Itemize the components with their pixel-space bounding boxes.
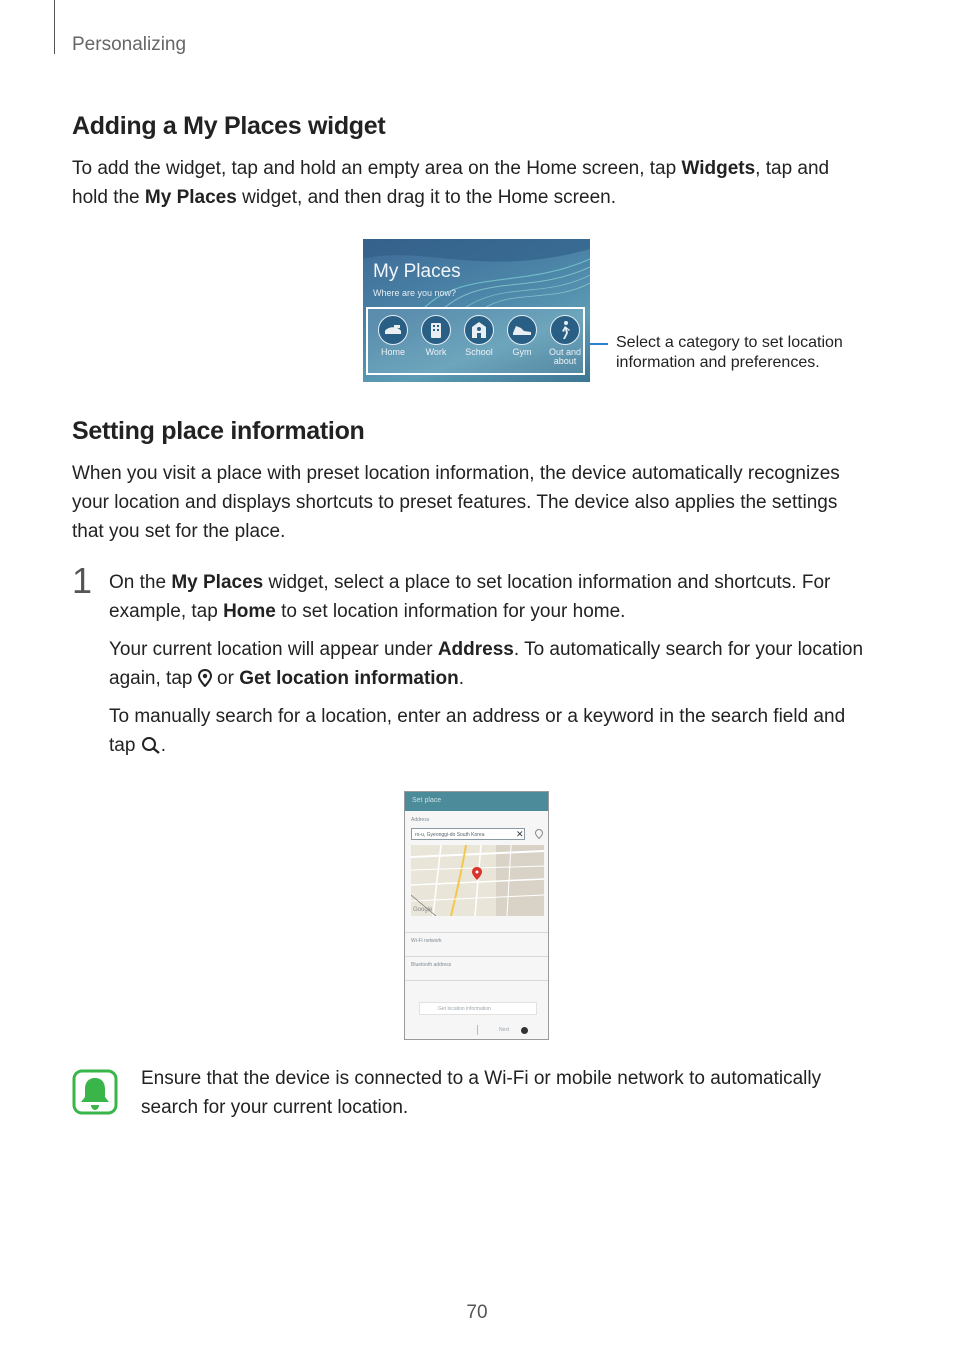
category-panel xyxy=(366,307,585,375)
section-title-adding-widget: Adding a My Places widget xyxy=(72,112,386,140)
section-title-setting-place: Setting place information xyxy=(72,417,365,445)
section2-intro: When you visit a place with preset location information, the device automatically recognizes your location and displays shortcuts to preset features. The device also applies the settings that you set for the place. xyxy=(72,463,840,542)
widget-subtitle: Where are you now? xyxy=(373,288,457,298)
search-icon xyxy=(141,736,161,754)
home-icon xyxy=(378,315,408,345)
next-arrow-icon[interactable] xyxy=(521,1027,528,1034)
wifi-label: Wi-Fi network xyxy=(411,938,442,944)
widget-title: My Places xyxy=(373,261,461,282)
button-separator xyxy=(477,1025,478,1035)
divider xyxy=(405,956,548,957)
category-work[interactable]: Work xyxy=(414,315,458,357)
location-pin-icon[interactable] xyxy=(535,829,543,839)
step-number: 1 xyxy=(72,560,93,601)
divider xyxy=(405,980,548,981)
bluetooth-label: Bluetooth address xyxy=(411,962,452,968)
category-home[interactable]: Home xyxy=(371,315,415,357)
my-places-widget-image xyxy=(363,239,590,382)
section1-body: To add the widget, tap and hold an empty area on the Home screen, tap Widgets, tap and hold the My Places widget, and then drag it to the Home screen. xyxy=(72,158,830,208)
page-number: 70 xyxy=(466,1302,488,1323)
step1-paragraph2: Your current location will appear under Address. To automatically search for your location again, tap or Get location information. xyxy=(109,639,864,689)
divider xyxy=(405,932,548,933)
school-icon xyxy=(464,315,494,345)
widget-callout: Select a category to set location information and preferences. xyxy=(616,334,843,371)
step1-paragraph1: On the My Places widget, select a place to set location information and shortcuts. For example, tap Home to set location information for your home. xyxy=(109,572,831,622)
map-view[interactable]: Google xyxy=(411,845,544,916)
gym-shoe-icon xyxy=(507,315,537,345)
note-text: Ensure that the device is connected to a Wi-Fi or mobile network to automatically search for your current location. xyxy=(141,1068,822,1118)
get-location-button[interactable]: Get location information xyxy=(419,1002,537,1015)
category-out-and-about[interactable]: Out and about xyxy=(543,315,587,366)
category-school[interactable]: School xyxy=(457,315,501,357)
work-icon xyxy=(421,315,451,345)
callout-line xyxy=(590,343,608,345)
phone-header: Set place xyxy=(405,792,548,811)
address-field[interactable]: ro-u, Gyeonggi-do South Korea ✕ xyxy=(411,828,525,840)
set-place-screenshot xyxy=(404,791,549,1040)
header-rule xyxy=(54,0,55,54)
notification-bell-icon xyxy=(72,1069,118,1115)
location-pin-icon xyxy=(198,669,212,687)
next-button[interactable]: Next xyxy=(499,1027,510,1033)
clear-icon[interactable]: ✕ xyxy=(516,829,524,839)
section-label: Personalizing xyxy=(72,34,187,55)
step1-paragraph3: To manually search for a location, enter an address or a keyword in the search field and tap . xyxy=(109,706,846,756)
address-label: Address xyxy=(411,817,430,823)
category-gym[interactable]: Gym xyxy=(500,315,544,357)
walking-person-icon xyxy=(550,315,580,345)
